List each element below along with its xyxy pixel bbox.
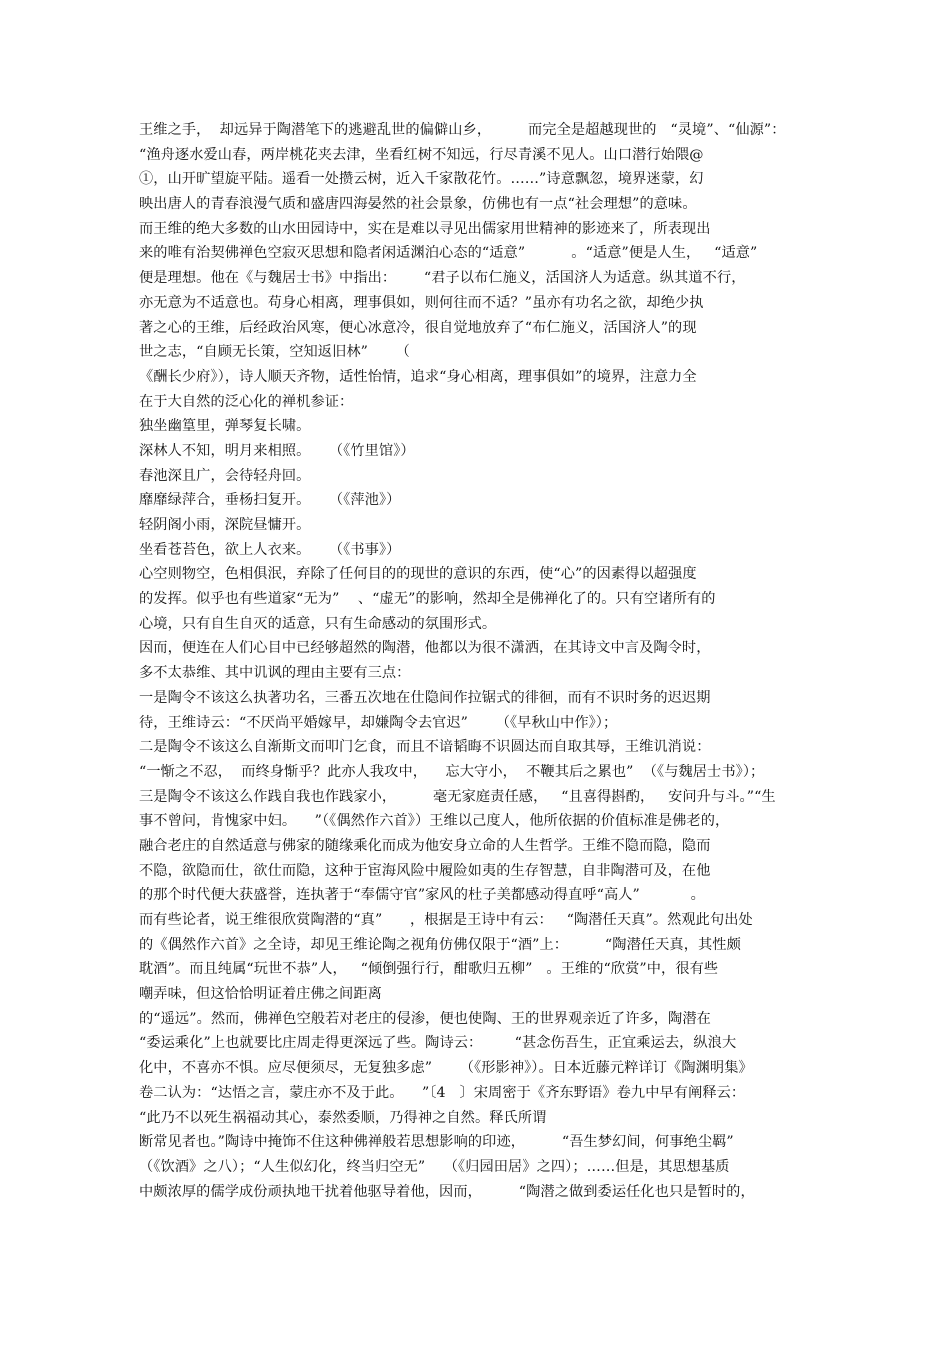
text-line: 耽酒”。而且纯属“玩世不恭”人， “倾倒强行行，酣歌归五柳” 。王维的“欣赏”中，很有些 xyxy=(139,961,719,978)
text-line: 而有些论者，说王维很欣赏陶潜的“真” ，根据是王诗中有云： “陶潜任天真”。然观此句出处 xyxy=(139,912,753,928)
text-line: 的“遥远”。然而，佛禅色空般若对老庄的侵渗，便也使陶、王的世界观亲近了许多，陶潜在 xyxy=(139,1010,711,1027)
text-line: “委运乘化”上也就要比庄周走得更深远了些。陶诗云： “甚念伤吾生，正宜乘运去，纵浪大 xyxy=(139,1035,737,1052)
text-line: 事不曾问，肯愧家中妇。 ”（《偶然作六首》）王维以己度人，他所依据的价值标准是佛老的， xyxy=(139,813,730,830)
text-line: “此乃不以死生祸福动其心，泰然委顺，乃得神之自然。释氏所谓 xyxy=(139,1109,547,1126)
text-line: 的那个时代便大获盛誉，连执著于“奉儒守官”家风的杜子美都感动得直呼“高人” 。 xyxy=(139,887,705,904)
poem-line: 靡靡绿萍合，垂杨扫复开。 （《萍池》） xyxy=(139,492,401,509)
poem-line: 春池深且广，会待轻舟回。 xyxy=(139,467,311,484)
text-line: 心境，只有自生自灭的适意，只有生命感动的氛围形式。 xyxy=(139,615,497,632)
text-line: 一是陶令不该这么执著功名，三番五次地在仕隐间作拉锯式的徘徊，而有不识时务的迟迟期 xyxy=(139,689,711,706)
text-line: 来的唯有治契佛禅色空寂灭思想和隐者闲适渊泊心态的“适意” 。“适意”便是人生， “适意” xyxy=(139,245,758,262)
text-line: 多不太恭维、其中讥讽的理由主要有三点： xyxy=(139,665,411,682)
text-line: ①，山开旷望旋平陆。遥看一处攒云树，近入千家散花竹。……”诗意飘忽，境界迷蒙，幻 xyxy=(139,171,704,188)
poem-line: 独坐幽篁里，弹琴复长啸。 xyxy=(139,418,311,435)
text-line: 映出唐人的青春浪漫气质和盛唐四海晏然的社会景象，仿佛也有一点“社会理想”的意味。 xyxy=(139,196,697,213)
body-text xyxy=(139,118,819,1204)
text-line: 三是陶令不该这么作践自我也作践家小， 毫无家庭责任感， “且喜得斟酌， 安问升与斗。”“生 xyxy=(139,788,776,805)
text-line: “一惭之不忍， 而终身惭乎？此亦人我攻中， 忘大守小， 不鞭其后之累也” （《与魏居士书》）； xyxy=(139,763,765,780)
text-line: 断常见者也。”陶诗中掩饰不住这种佛禅般若思想影响的印迹， “吾生梦幻间，何事绝尘羁” xyxy=(139,1134,734,1151)
text-line: 世之志，“自顾无长策，空知返旧林” （ xyxy=(139,344,410,361)
text-line: “渔舟逐水爱山春，两岸桃花夹去津，坐看红树不知远，行尽青溪不见人。山口潜行始隈@ xyxy=(139,146,704,163)
text-line: 不隐，欲隐而仕，欲仕而隐，这种于宦海风险中履险如夷的生存智慧，自非陶潜可及，在他 xyxy=(139,862,711,879)
text-line: 的发挥。似乎也有些道家“无为” 、“虚无”的影响，然却全是佛禅化了的。只有空诸所有的 xyxy=(139,591,716,608)
text-line: 二是陶令不该这么自渐斯文而叩门乞食，而且不谙韬晦不识圆达而自取其辱，王维讥消说： xyxy=(139,739,711,756)
text-line: 便是理想。他在《与魏居士书》中指出： “君子以布仁施义，活国济人为适意。纵其道不行， xyxy=(139,270,746,287)
text-line: 卷二认为：“达悟之言，蒙庄亦不及于此。 ”〔4 〕宋周密于《齐东野语》卷九中早有阐释云： xyxy=(139,1084,746,1101)
poem-line: 坐看苍苔色，欲上人衣来。 （《书事》） xyxy=(139,541,401,558)
text-line: 而王维的绝大多数的山水田园诗中，实在是难以寻见出儒家用世精神的影迹来了，所表现出 xyxy=(139,220,711,237)
text-line: （《饮酒》之八）；“人生似幻化，终当归空无” （《归园田居》之四）；……但是，其思想基质 xyxy=(139,1158,730,1175)
text-line: 心空则物空，色相俱泯，弃除了任何目的的现世的意识的东西，使“心”的因素得以超强度 xyxy=(139,566,697,583)
text-line: 著之心的王维，后经政治风寒，便心冰意冷，很自觉地放弃了“布仁施义，活国济人”的现 xyxy=(139,319,697,336)
text-line: 在于大自然的泛心化的禅机参证： xyxy=(139,393,354,410)
text-line: 中颇浓厚的儒学成份顽执地干扰着他驱导着他，因而， “陶潜之做到委运任化也只是暂时的， xyxy=(139,1183,755,1200)
text-line: 《酬长少府》），诗人顺天齐物，适性怡情，追求“身心相离，理事俱如”的境界，注意力全 xyxy=(139,368,697,385)
text-line: 嘲弄味，但这恰恰明证着庄佛之间距离 xyxy=(139,986,382,1003)
text-line: 待，王维诗云：“不厌尚平婚嫁早，却嫌陶令去官迟” （《早秋山中作》）； xyxy=(139,714,618,731)
poem-line: 轻阴阁小雨，深院昼慵开。 xyxy=(139,517,311,533)
text-line: 化中，不喜亦不惧。应尽便须尽，无复独多虑” （《形影神》）。日本近藤元粹详订《陶渊明集》 xyxy=(139,1060,753,1077)
text-line: 融合老庄的自然适意与佛家的随缘乘化而成为他安身立命的人生哲学。王维不隐而隐，隐而 xyxy=(139,837,711,854)
text-line: 因而，便连在人们心目中已经够超然的陶潜，他都以为很不潇洒，在其诗文中言及陶令时， xyxy=(139,640,711,657)
text-line: 王维之手， 却远异于陶潜笔下的逃避乱世的偏僻山乡， 而完全是超越现世的 “灵境”、“仙源”： xyxy=(139,122,786,138)
poem-line: 深林人不知，明月来相照。 （《竹里馆》） xyxy=(139,442,415,459)
text-line: 的《偶然作六首》之全诗，却见王维论陶之视角仿佛仅限于“酒”上： “陶潜任天真，其性颇 xyxy=(139,936,741,953)
text-line: 亦无意为不适意也。苟身心相离，理事俱如，则何往而不适？”虽亦有功名之欲，却绝少执 xyxy=(139,294,704,311)
